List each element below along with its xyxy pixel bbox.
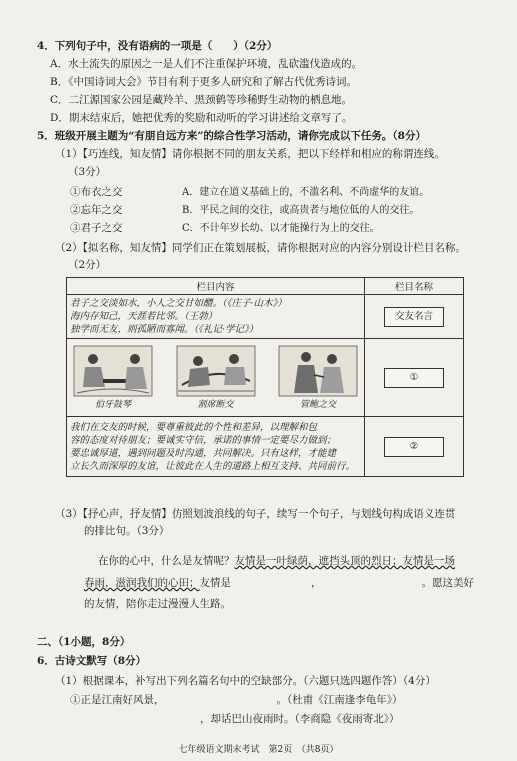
q5-part3: （3）【抒心声，抒友情】仿照划波浪线的句子，续写一个句子，与划线句构成语义连贯 bbox=[55, 508, 456, 520]
column-table bbox=[66, 277, 464, 477]
q4-option-a: A．水土流失的原因之一是人们不注重保护环境，乱砍滥伐造成的。 bbox=[50, 58, 363, 70]
boya-guqin-illustration bbox=[73, 345, 153, 397]
match-left-2: ②忘年之交 bbox=[70, 204, 123, 216]
q5-part2: （2）【拟名称，知友情】同学们正在策划展板，请你根据对应的内容分别设计栏目名称。 bbox=[55, 242, 466, 254]
q4-option-c: C．二江源国家公园是藏羚羊、黑颈鹤等珍稀野生动物的栖息地。 bbox=[50, 94, 353, 106]
poem-line-2 bbox=[70, 713, 400, 726]
match-right-a: A．建立在道义基础上的，不滥名利、不尚虚华的友谊。 bbox=[182, 187, 430, 198]
passage-line-3: 要忠诚厚道，遇到问题及时沟通，共同解决。只有这样，才能建 bbox=[70, 447, 337, 459]
q5-part3-prefix: 友情是 bbox=[199, 577, 231, 589]
quote-line-3: 独学而无友，则孤陋而寡闻。（《礼记·学记》） bbox=[70, 324, 259, 335]
q5-part3-comma: ， bbox=[311, 577, 322, 589]
passage-line-4: 立长久而深厚的友谊，让彼此在人生的道路上相互支持、共同前行。 bbox=[70, 460, 356, 472]
table-row-pictures bbox=[67, 339, 365, 417]
q6-stem: 6．古诗文默写（8分） bbox=[37, 655, 147, 667]
poem-line-2-post: ，却话巴山夜雨时。（李商隐《夜雨寄北》） bbox=[200, 713, 400, 725]
match-left-3: ③君子之交 bbox=[70, 222, 123, 234]
q5-part2-score: （2分） bbox=[68, 259, 107, 271]
q5-part3-question: 在你的心中，什么是友情呢？ bbox=[98, 555, 235, 567]
picture-geshi bbox=[173, 345, 259, 410]
picture-caption-geshi: 割席断交 bbox=[197, 400, 234, 410]
poem-line-1-pre: ①正是江南好风景， bbox=[70, 694, 165, 706]
q6-part1: （1）根据课本，补写出下列名篇名句中的空缺部分。（六题只选四题作答）（4分） bbox=[55, 675, 436, 687]
match-right-b: B．平民之间的交往，或高贵者与地位低的人的交往。 bbox=[182, 205, 420, 216]
q5-part3-tail: 。愿这美好 bbox=[421, 577, 474, 589]
match-left-1: ①布衣之交 bbox=[70, 186, 123, 198]
poem-line-1-post: 。（杜甫《江南逢李龟年》） bbox=[276, 694, 403, 706]
picture-caption-boya: 伯牙鼓琴 bbox=[94, 400, 131, 410]
q5-part3-line3: 的友情，陪你走过漫漫人生路。 bbox=[84, 598, 231, 610]
q4-stem: 4．下列句子中，没有语病的一项是（ ）（2分） bbox=[37, 40, 278, 52]
answer-box-1[interactable]: ① bbox=[384, 368, 444, 388]
table-header-name: 栏目名称 bbox=[365, 278, 464, 295]
q5-part3-b: 的排比句。（3分） bbox=[84, 525, 170, 537]
quote-line-1: 君子之交淡如水，小人之交甘如醴。（《庄子·山木》） bbox=[70, 298, 287, 309]
picture-caption-guanbao: 管鲍之交 bbox=[299, 400, 336, 410]
q5-part3-line2 bbox=[84, 577, 474, 590]
wavy-sentence-1: 友情是一叶绿荫，遮挡头顶的烈日；友情是一场 bbox=[234, 555, 455, 567]
table-row-passage bbox=[67, 417, 365, 477]
table-cell-name-1 bbox=[365, 295, 464, 339]
match-right-c: C．不计年岁长幼、以才能操行为上的交往。 bbox=[182, 223, 380, 234]
quote-line-2: 海内存知己，天涯若比邻。（王勃） bbox=[70, 311, 218, 322]
table-cell-name-2 bbox=[365, 339, 464, 417]
passage-line-2: 容的态度对待朋友；要诚实守信，承诺的事情一定要尽力做到； bbox=[70, 434, 337, 446]
table-header-content: 栏目内容 bbox=[67, 278, 365, 295]
q4-option-b: B．《中国诗词大会》节目有利于更多人研究和了解古代优秀诗词。 bbox=[50, 76, 357, 88]
page-footer: 七年级语文期末考试 第2页 （共8页） bbox=[178, 745, 339, 755]
answer-box-quotes: 交友名言 bbox=[384, 307, 444, 327]
q5-part1-score: （3分） bbox=[68, 166, 107, 178]
poem-line-1 bbox=[70, 694, 403, 707]
q5-part1: （1）【巧连线，知友情】请你根据不同的朋友关系，把以下经样和相应的称谓连线。 bbox=[55, 148, 445, 160]
guanbao-illustration bbox=[278, 345, 358, 397]
q4-option-d: D．期末结束后，她把优秀的奖励和动听的学习讲述给文章写了。 bbox=[50, 112, 353, 124]
section-2-title: 二、（1小题，8分） bbox=[37, 636, 131, 648]
wavy-sentence-2: 春雨，滋润我们的心田； bbox=[84, 577, 200, 589]
picture-boya bbox=[70, 345, 156, 410]
q5-stem: 5．班级开展主题为“有朋自远方来”的综合性学习活动，请你完成以下任务。（8分） bbox=[37, 130, 426, 142]
table-cell-name-3 bbox=[365, 417, 464, 477]
picture-guanbao bbox=[275, 345, 361, 410]
geshi-illustration bbox=[176, 345, 256, 397]
q5-part3-line1 bbox=[98, 555, 455, 568]
table-row-quotes bbox=[67, 295, 365, 339]
passage-line-1: 我们在交友的时候，要尊重彼此的个性和差异，以理解和包 bbox=[70, 421, 318, 433]
answer-box-2[interactable]: ② bbox=[384, 437, 444, 457]
